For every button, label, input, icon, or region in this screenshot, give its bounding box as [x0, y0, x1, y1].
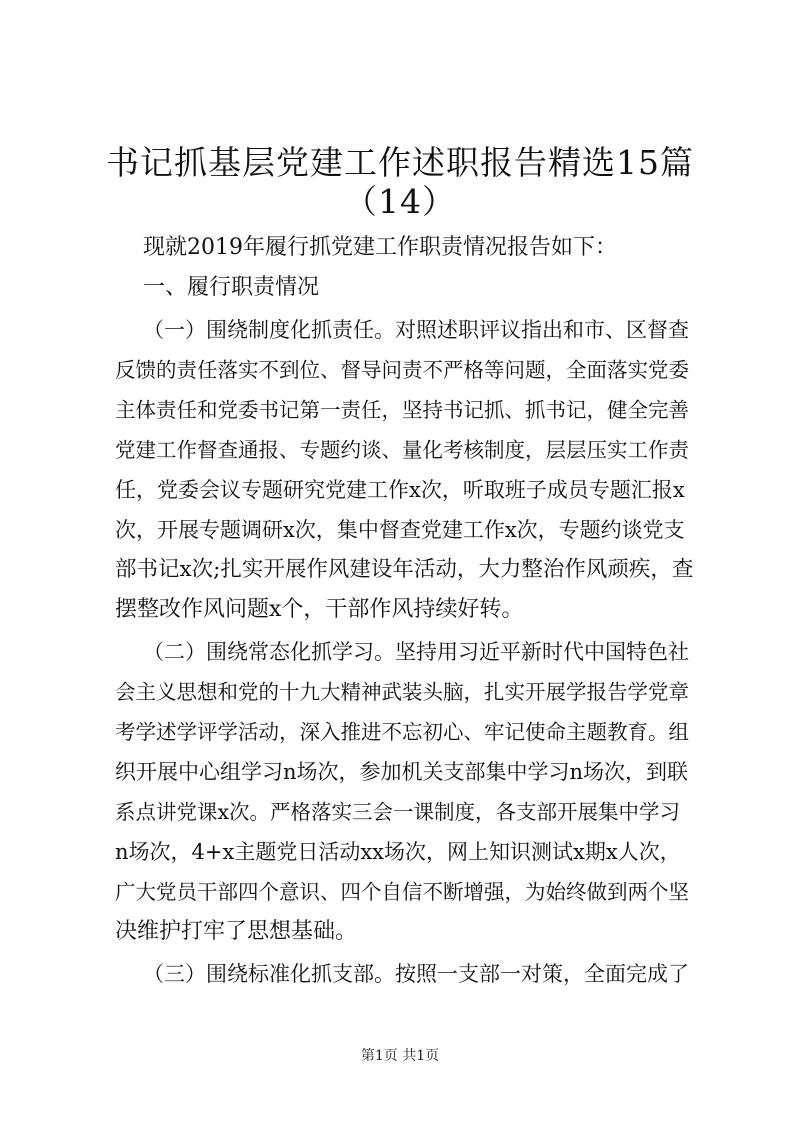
- paragraph-line: （二）围绕常态化抓学习。坚持用习近平新时代中国特色社: [143, 640, 689, 664]
- paragraph-line: 任，党委会议专题研究党建工作x次，听取班子成员专题汇报x: [115, 478, 685, 502]
- document-title: 书记抓基层党建工作述职报告精选15篇: [106, 143, 694, 182]
- paragraph-line: 会主义思想和党的十九大精神武装头脑，扎实开展学报告学党章: [115, 680, 689, 704]
- paragraph-line: 主体责任和党委书记第一责任，坚持书记抓、抓书记，健全完善: [115, 398, 689, 422]
- document-title-number: （14）: [344, 182, 456, 221]
- paragraph-line: n场次，4+x主题党日活动xx场次，网上知识测试x期x人次，: [115, 840, 681, 864]
- section-heading: 一、履行职责情况: [143, 275, 320, 300]
- paragraph-line: 党建工作督查通报、专题约谈、量化考核制度，层层压实工作责: [115, 438, 689, 462]
- paragraph-line: 考学述学评学活动，深入推进不忘初心、牢记使命主题教育。组: [115, 720, 689, 744]
- paragraph-line: 部书记x次;扎实开展作风建设年活动，大力整治作风顽疾，查: [115, 557, 694, 582]
- page-footer: 第1页 共1页: [360, 1048, 440, 1064]
- paragraph-line: 决维护打牢了思想基础。: [115, 919, 358, 944]
- paragraph-line: 系点讲党课x次。严格落实三会一课制度，各支部开展集中学习: [115, 800, 681, 824]
- paragraph-line: （三）围绕标准化抓支部。按照一支部一对策，全面完成了: [143, 962, 689, 986]
- paragraph-line: 反馈的责任落实不到位、督导问责不严格等问题，全面落实党委: [115, 358, 689, 382]
- paragraph-line: （一）围绕制度化抓责任。对照述职评议指出和市、区督查: [143, 318, 689, 342]
- intro-paragraph: 现就2019年履行抓党建工作职责情况报告如下：: [143, 235, 617, 260]
- paragraph-line: 次，开展专题调研x次，集中督查党建工作x次，专题约谈党支: [115, 518, 685, 542]
- paragraph-line: 织开展中心组学习n场次，参加机关支部集中学习n场次，到联: [115, 760, 689, 784]
- paragraph-line: 广大党员干部四个意识、四个自信不断增强，为始终做到两个坚: [115, 880, 689, 904]
- paragraph-line: 摆整改作风问题x个，干部作风持续好转。: [115, 597, 524, 622]
